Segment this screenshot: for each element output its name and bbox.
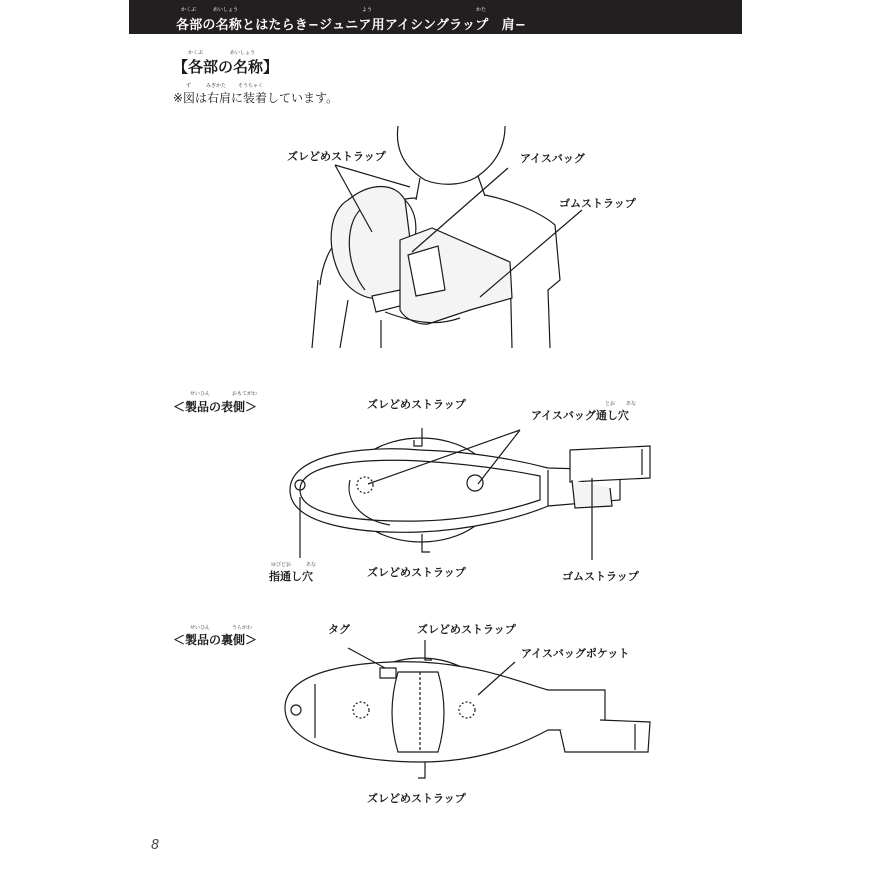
section-heading: 【各部の名称】 [173, 58, 279, 76]
page-number: 8 [151, 838, 160, 853]
ruby-kakubu: かくぶ [181, 7, 197, 13]
label-back-slip-strap-bottom: ズレどめストラップ [367, 792, 466, 805]
ruby-heading-meishou: めいしょう [230, 50, 256, 56]
front-heading: ＜製品の表側＞ [173, 400, 258, 414]
ruby-yubidoo: ゆびどお [271, 562, 292, 568]
label-slip-strap: ズレどめストラップ [287, 150, 386, 163]
label-back-slip-strap-top: ズレどめストラップ [417, 623, 516, 636]
ruby-ana: あな [626, 401, 637, 407]
front-strap-top [414, 428, 422, 446]
label-front-slip-strap-top: ズレどめストラップ [367, 398, 466, 411]
label-ice-bag: アイスバッグ [520, 152, 585, 165]
label-finger-hole: 指通し穴 [269, 570, 313, 583]
ruby-back-seihin: せいひん [190, 625, 211, 631]
ruby-meishou: めいしょう [213, 7, 239, 13]
figure2-illustration [290, 428, 650, 560]
back-body-outer [285, 662, 605, 762]
label-tag: タグ [328, 623, 350, 636]
ruby-kata: かた [476, 7, 487, 13]
note-text: ※図は右肩に装着しています。 [173, 91, 339, 105]
label-ice-bag-hole: アイスバッグ通し穴 [531, 409, 629, 422]
ruby-heading-kakubu: かくぶ [188, 50, 204, 56]
head-outline [397, 126, 505, 184]
label-front-slip-strap-bottom: ズレどめストラップ [367, 566, 466, 579]
arm-left [312, 280, 348, 348]
ruby-front-seihin: せいひん [190, 391, 211, 397]
label-front-rubber-strap: ゴムストラップ [562, 570, 639, 583]
front-rubber-strap-band [570, 446, 650, 482]
leader-rubber-strap [480, 210, 582, 297]
ruby-too: とお [605, 401, 616, 407]
back-heading: ＜製品の裏側＞ [173, 633, 258, 647]
back-strap-top [425, 640, 432, 660]
ruby-back-uragawa: うらがわ [232, 625, 253, 631]
ruby-front-omotegawa: おもてがわ [232, 391, 258, 397]
ruby-souchaku: そうちゃく [238, 83, 264, 89]
label-ice-bag-pocket: アイスバッグポケット [521, 647, 630, 660]
back-strap-bottom [418, 762, 425, 778]
ruby-migikata: みぎかた [206, 83, 227, 89]
ruby-zu: ず [186, 83, 192, 89]
ruby-ana2: あな [306, 562, 317, 568]
ruby-you: よう [362, 7, 373, 13]
label-rubber-strap: ゴムストラップ [559, 197, 636, 210]
front-strap-bottom [422, 534, 430, 552]
page-header-title: 各部の名称とはたらき−ジュニア用アイシングラップ 肩− [176, 18, 526, 33]
